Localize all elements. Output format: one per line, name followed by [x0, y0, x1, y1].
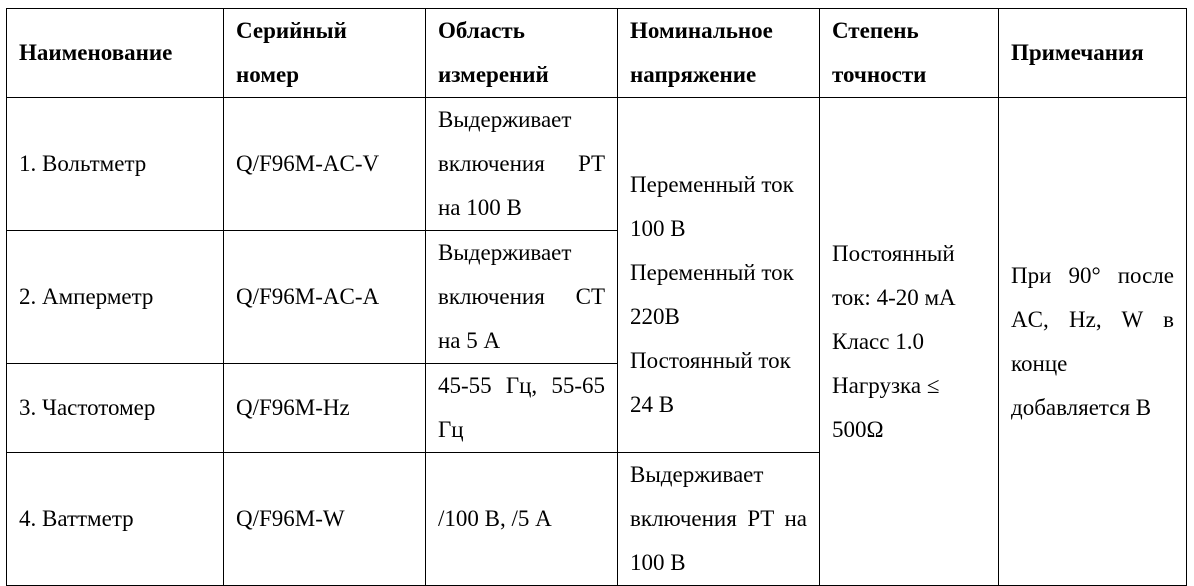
voltage-line: Переменный ток 220В	[630, 260, 794, 329]
cell-serial: Q/F96M-AC-V	[224, 98, 426, 231]
cell-name: 2. Амперметр	[7, 231, 224, 364]
header-notes: Примечания	[999, 9, 1187, 98]
voltage-lines	[630, 163, 807, 427]
header-serial: Серийный номер	[224, 9, 426, 98]
header-name: Наименование	[7, 9, 224, 98]
cell-voltage: Выдерживает включения PT на 100 В	[618, 453, 820, 586]
accuracy-line: Постоянный ток: 4-20 мА	[832, 240, 956, 310]
cell-range: 45-55 Гц, 55-65 Гц	[426, 364, 618, 453]
spec-table	[6, 8, 1187, 586]
voltage-line: Переменный ток 100 В	[630, 172, 794, 241]
cell-name: 1. Вольтметр	[7, 98, 224, 231]
cell-accuracy	[820, 98, 999, 586]
header-row	[7, 9, 1187, 98]
cell-name: 3. Частотомер	[7, 364, 224, 453]
accuracy-line: Класс 1.0	[832, 328, 924, 354]
cell-name: 4. Ваттметр	[7, 453, 224, 586]
header-range: Область измерений	[426, 9, 618, 98]
header-accuracy: Степень точности	[820, 9, 999, 98]
table-row	[7, 98, 1187, 231]
cell-range: /100 В, /5 A	[426, 453, 618, 586]
header-voltage: Номинальное напряжение	[618, 9, 820, 98]
cell-range: Выдерживает включения CT на 5 A	[426, 231, 618, 364]
cell-serial: Q/F96M-AC-A	[224, 231, 426, 364]
voltage-line: Постоянный ток 24 В	[630, 348, 791, 417]
accuracy-line: Нагрузка ≤ 500Ω	[832, 372, 940, 442]
cell-serial: Q/F96M-W	[224, 453, 426, 586]
cell-range: Выдерживает включения PT на 100 В	[426, 98, 618, 231]
accuracy-lines	[832, 232, 986, 452]
cell-voltage-shared	[618, 98, 820, 453]
cell-notes: При 90° после AC, Hz, W в конце добавляется В	[999, 98, 1187, 586]
cell-serial: Q/F96M-Hz	[224, 364, 426, 453]
